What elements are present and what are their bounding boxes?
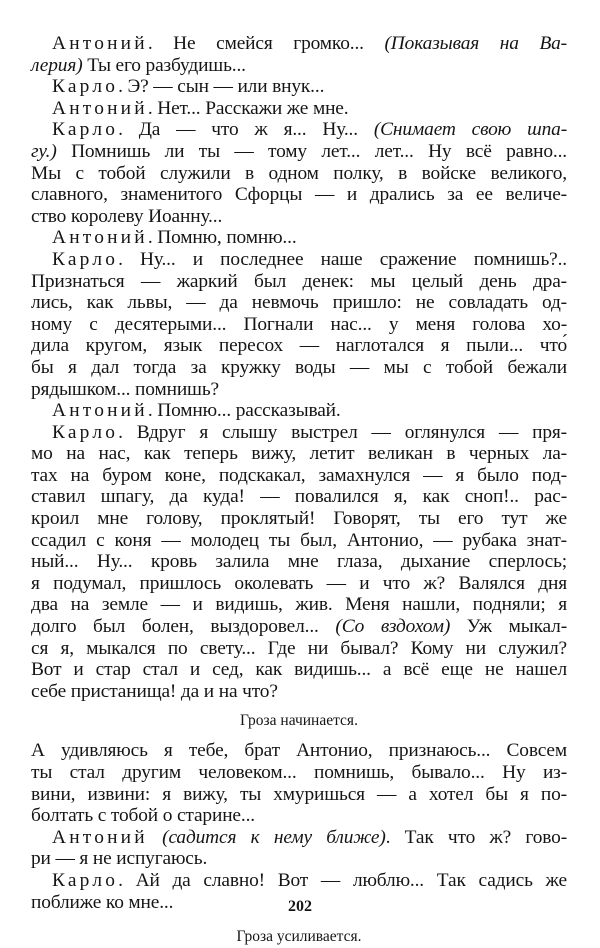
speaker-name: Антоний — [52, 97, 148, 119]
line-text: . Не смейся громко... — [147, 33, 385, 54]
line-text: рядышком... помнишь? — [31, 378, 219, 400]
line-text: ссадил с коня — молодец ты был, Антонио, — рубака знат- — [31, 529, 567, 551]
line-text: ри — я не испугаюсь. — [31, 848, 208, 870]
speaker-name: Карло — [52, 869, 119, 891]
line-text: . Помню, помню... — [147, 227, 297, 249]
line-text: . Вдруг я слышу выстрел — оглянулся — пря- — [118, 421, 567, 443]
text-line — [31, 335, 567, 357]
text-line — [31, 271, 567, 293]
line-text: Ты его разбудишь... — [82, 54, 246, 76]
text-line — [31, 379, 567, 401]
line-text: ный... Ну... кровь залила мне глаза, дыхание сперлось; — [31, 551, 567, 573]
text-line — [31, 55, 567, 77]
text-line — [31, 206, 567, 228]
text-line — [31, 486, 567, 508]
text-line — [31, 594, 567, 616]
text-line — [31, 762, 567, 784]
text-line — [31, 740, 567, 762]
speaker-name: Карло — [52, 248, 119, 270]
book-page — [31, 33, 567, 947]
text-line — [31, 443, 567, 465]
text-line — [31, 227, 567, 249]
speaker-name: Антоний — [52, 227, 148, 249]
line-text: дила кругом, язык пересох — наглотался я пыли... что́ — [31, 335, 567, 357]
line-text: ставил шпагу, да куда! — повалился я, как сноп!.. рас- — [31, 486, 567, 508]
line-text: Помнишь ли ты — тому лет... лет... Ну всё равно... — [56, 140, 567, 162]
line-text: . Так что ж? гово- — [385, 826, 568, 848]
text-line — [31, 33, 567, 55]
line-text: Уж мыкал- — [450, 616, 568, 638]
line-text: . Ну... и последнее наше сражение помнишь?.. — [118, 248, 567, 270]
line-text: кроил мне голову, проклятый! Говорят, ты его тут же — [31, 508, 567, 530]
speaker-name: Карло — [52, 119, 119, 141]
line-text: ство королеву Иоанну... — [31, 205, 223, 227]
line-text: ты стал другим человеком... помнишь, бывало... Ну из- — [31, 762, 567, 783]
text-line — [31, 465, 567, 487]
line-text: бы я дал тогда за кружку воды — мы с тобой бежали — [31, 356, 567, 378]
text-line — [31, 530, 567, 552]
line-text: лись, как львы, — да невмочь пришло: не совладать од- — [31, 292, 567, 314]
line-text: . Да — что ж я... Ну... — [118, 119, 374, 141]
line-text: . Помню... рассказывай. — [147, 400, 341, 422]
speaker-name: Антоний — [52, 826, 148, 848]
text-line — [31, 292, 567, 314]
text-line — [31, 551, 567, 573]
text-line — [31, 573, 567, 595]
text-line — [31, 98, 567, 120]
stage-remark: (Со вздохом) — [335, 616, 451, 638]
line-text: ся я, мыкался по свету... Где ни бывал? Кому ни служил? — [31, 637, 567, 659]
text-line — [31, 805, 567, 827]
text-line — [31, 659, 567, 681]
stage-remark: гу.) — [31, 140, 57, 162]
speaker-name: Антоний — [52, 400, 148, 422]
line-text: Мы с тобой служили в одном полку, в войске великого, — [31, 162, 567, 184]
text-line — [31, 400, 567, 422]
speaker-name: Карло — [52, 421, 119, 443]
line-text: поближе ко мне... — [31, 891, 174, 913]
line-text: . Э? — сын — или внук... — [118, 76, 325, 98]
line-text: мо на нас, как теперь вижу, летит великан в черных ла- — [31, 443, 567, 465]
line-text: тах на буром коне, подскакал, замахнулся — я было под- — [31, 464, 567, 486]
line-text: А удивляюсь я тебе, брат Антонио, признаюсь... Совсем — [31, 740, 567, 762]
text-line — [31, 314, 567, 336]
dialogue-block-2 — [31, 740, 567, 913]
line-text: болтать с тобой о старине... — [31, 805, 255, 827]
line-text — [148, 827, 162, 848]
page-number: 202 — [288, 898, 312, 915]
line-text: . Нет... Расскажи же мне. — [147, 97, 349, 119]
text-line — [31, 184, 567, 206]
text-line — [31, 784, 567, 806]
speaker-name: Антоний — [52, 33, 148, 54]
stage-remark: (садится к нему ближе) — [162, 826, 386, 848]
text-line — [31, 848, 567, 870]
stage-direction-storm-intensifies: Гроза усиливается. — [236, 928, 362, 946]
dialogue-block-1 — [31, 33, 567, 702]
line-text: славного, знаменитого Сфорцы — и дрались за ее величе- — [31, 184, 567, 206]
stage-direction-storm-begins: Гроза начинается. — [240, 712, 358, 730]
text-line — [31, 681, 567, 703]
text-line — [31, 357, 567, 379]
line-text: себе пристанища! да и на что? — [31, 680, 278, 702]
text-line — [31, 508, 567, 530]
line-text: Вот и стар стал и сед, как видишь... а всё еще не нашел — [31, 659, 567, 681]
line-text: я подумал, пришлось околевать — и что ж? Валялся дня — [31, 572, 567, 594]
text-line — [31, 827, 567, 849]
line-text: долго был болен, выздоровел... — [31, 616, 336, 638]
text-line — [31, 249, 567, 271]
line-text: ному с десятерыми... Погнали нас... у меня голова хо- — [31, 313, 567, 335]
text-line — [31, 422, 567, 444]
text-line — [31, 119, 567, 141]
stage-remark: (Показывая на Ва- — [384, 33, 567, 54]
text-line — [31, 76, 567, 98]
text-line — [31, 870, 567, 892]
stage-remark: (Снимает свою шпа- — [373, 119, 567, 141]
text-line — [31, 616, 567, 638]
line-text: два на земле — и видишь, жив. Меня нашли, подняли; я — [31, 594, 567, 616]
text-line — [31, 163, 567, 185]
line-text: вини, извини: я вижу, ты хмуришься — а хотел бы я по- — [31, 783, 567, 805]
speaker-name: Карло — [52, 76, 119, 98]
line-text: Признаться — жаркий был денек: мы целый день дра- — [31, 270, 567, 292]
text-line — [31, 141, 567, 163]
line-text: . Ай да славно! Вот — люблю... Так садись же — [118, 869, 567, 891]
stage-remark: лерия) — [31, 54, 83, 76]
text-line — [31, 638, 567, 660]
